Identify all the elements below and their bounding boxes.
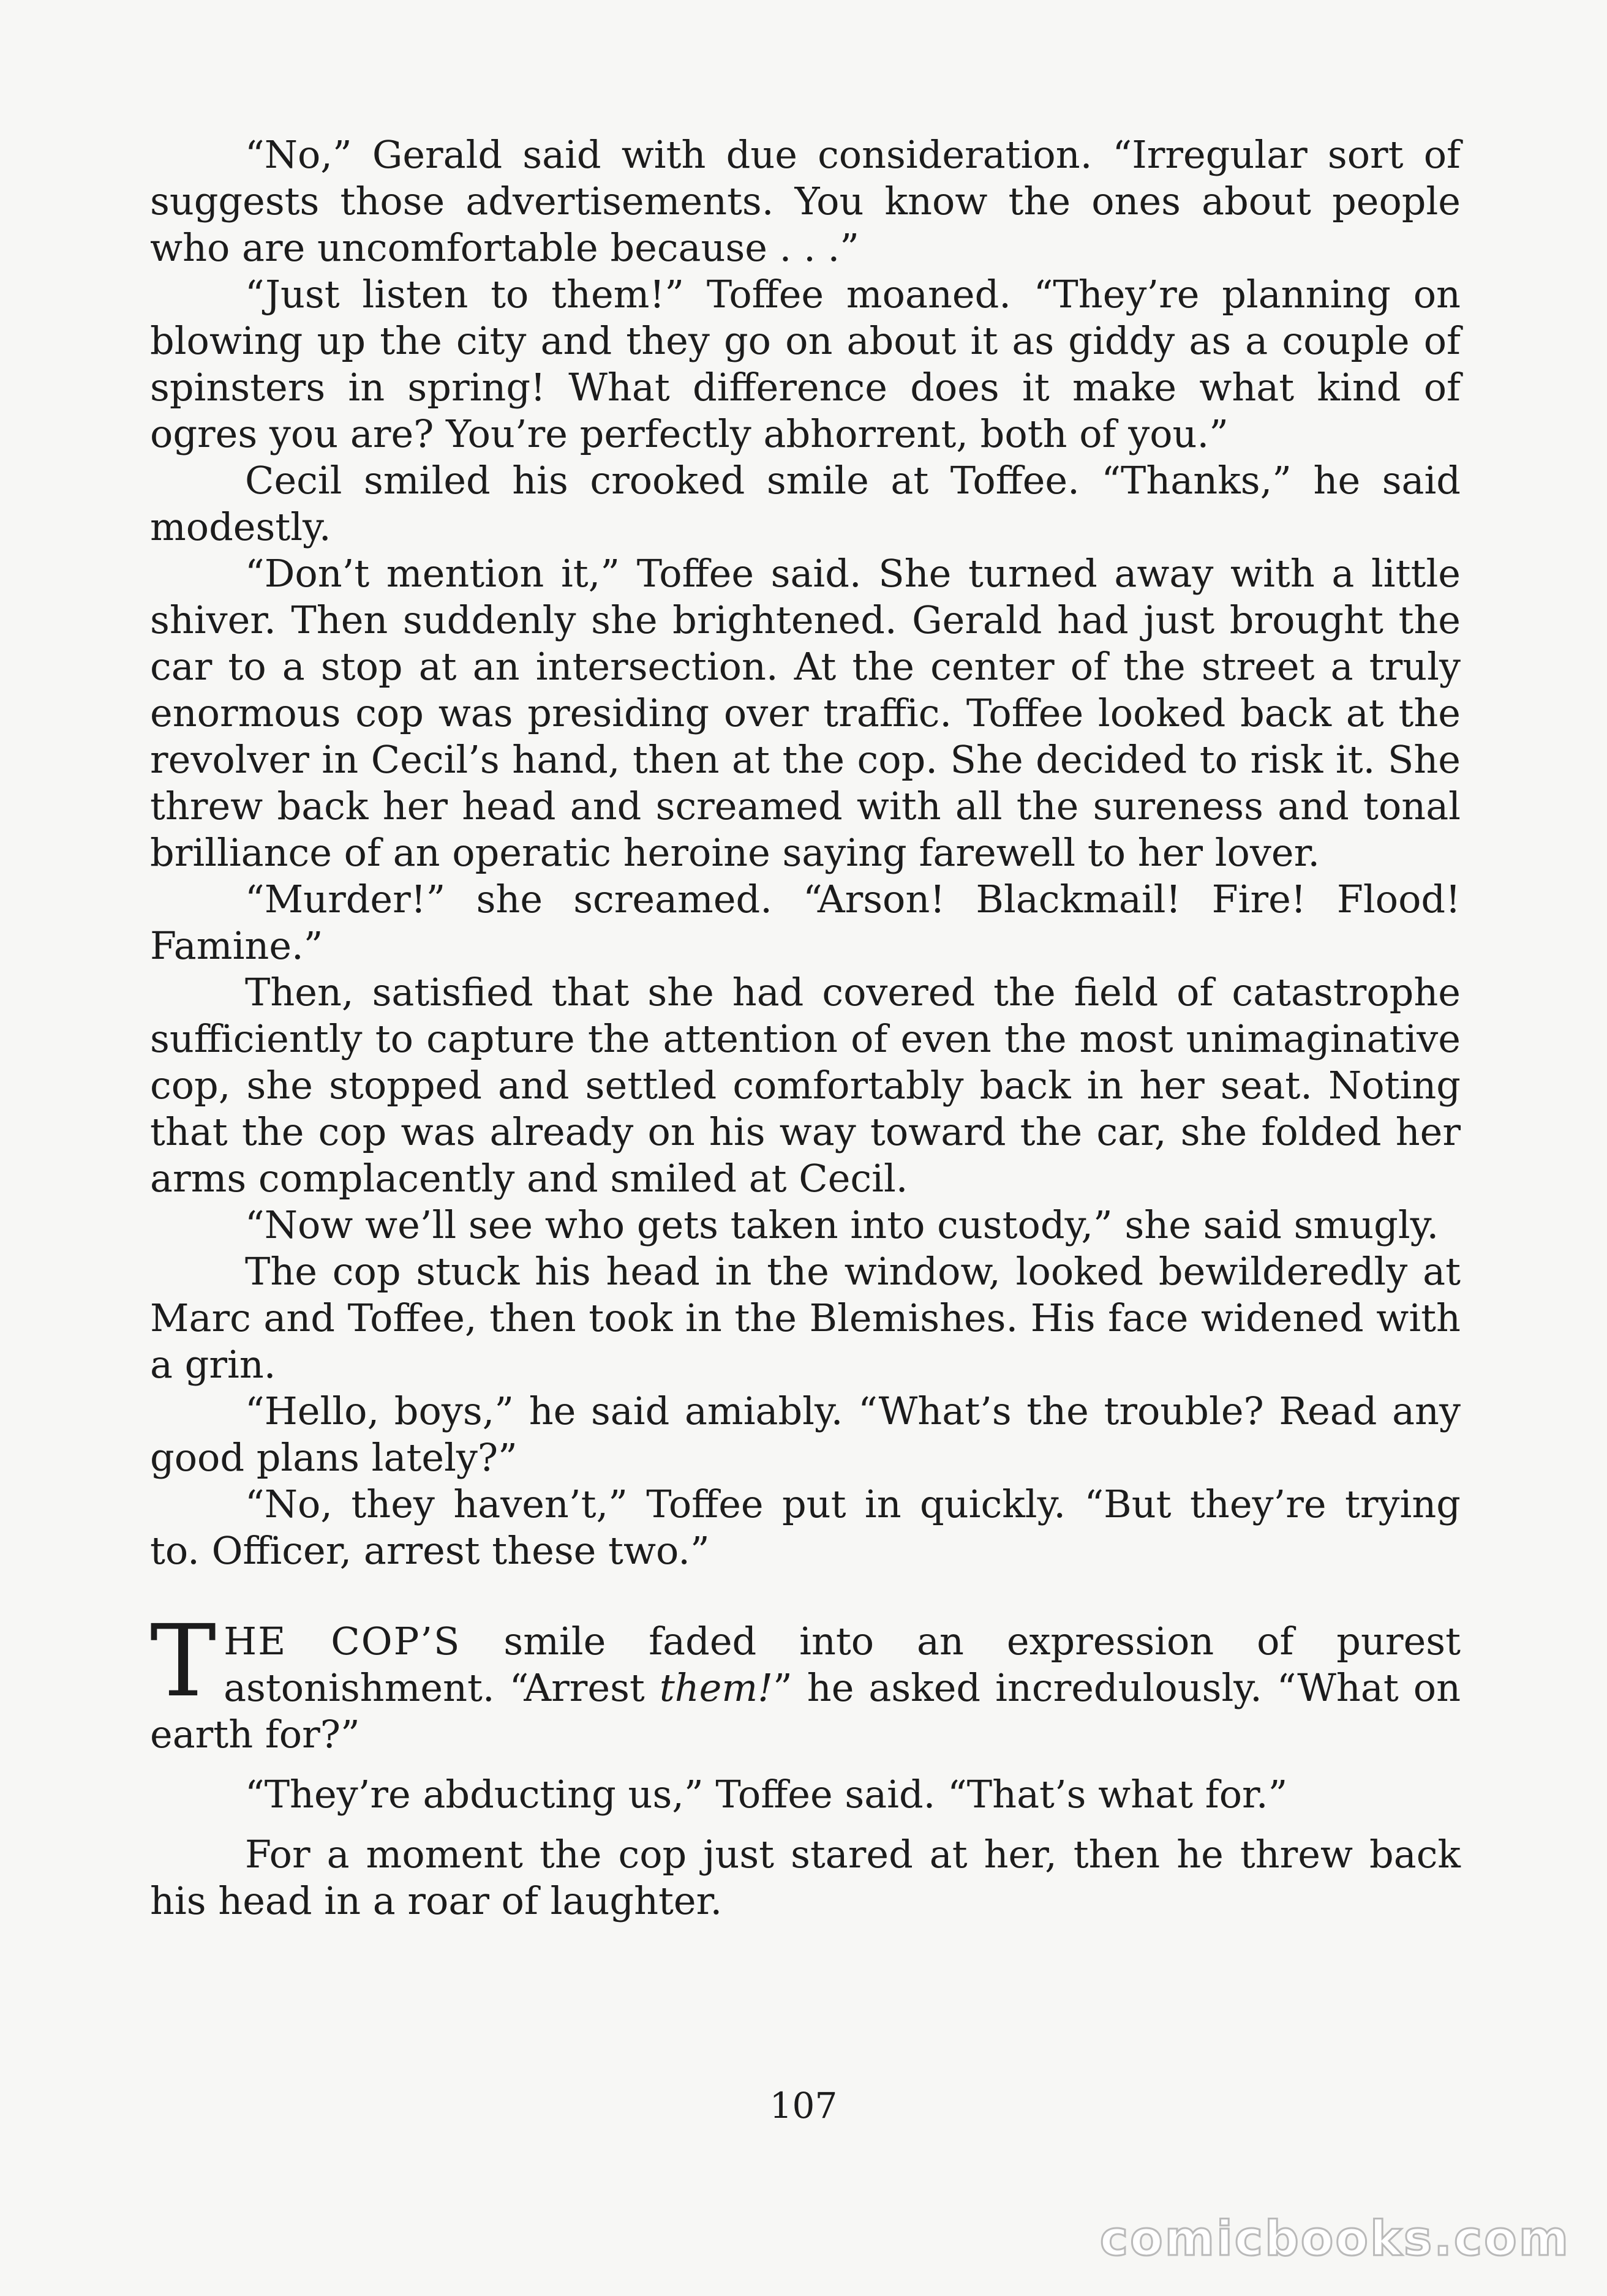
paragraph: “Hello, boys,” he said amiably. “What’s the trouble? Read any good plans lately?”: [150, 1389, 1461, 1480]
section-text: smile faded into an expression of purest astonishment. “Arrest: [224, 1619, 1461, 1710]
section-opening-paragraph: [150, 1604, 1461, 1758]
paragraph: “Don’t mention it,” Toffee said. She turned away with a little shiver. Then suddenly she brightened. Gerald had just brought the car to a stop at an intersection. At the center of the street a truly enormous cop was presiding over traffic. Toffee looked back at the revolver in Cecil’s hand, then at the cop. She decided to risk it. She threw back her head and screamed with all the sureness and tonal brilliance of an operatic heroine saying farewell to her lover.: [150, 551, 1461, 875]
page-number: 107: [769, 2085, 838, 2126]
paragraph: “Now we’ll see who gets taken into custody,” she said smugly.: [245, 1202, 1439, 1247]
paragraph: Cecil smiled his crooked smile at Toffee. “Thanks,” he said modestly.: [150, 458, 1461, 549]
paragraph: “No,” Gerald said with due consideration. “Irregular sort of suggests those advertisements. You know the ones about people who are uncomfortable because . . .”: [150, 132, 1461, 270]
paragraph: The cop stuck his head in the window, looked bewilderedly at Marc and Toffee, then took in the Blemishes. His face widened with a grin.: [150, 1249, 1461, 1387]
paragraph: “They’re abducting us,” Toffee said. “That’s what for.”: [245, 1772, 1288, 1817]
section-text: ” he asked incredulously. “What on earth for?”: [150, 1665, 1461, 1757]
drop-cap: T: [150, 1604, 217, 1719]
paragraph: “No, they haven’t,” Toffee put in quickly. “But they’re trying to. Officer, arrest these two.”: [150, 1482, 1461, 1573]
emphasis: them!: [659, 1665, 773, 1710]
small-caps-lead: HE COP’S: [224, 1619, 461, 1664]
watermark-logo: comicbooks.com: [1099, 2212, 1570, 2267]
paragraph: For a moment the cop just stared at her, then he threw back his head in a roar of laughter.: [150, 1832, 1461, 1923]
paragraph: “Just listen to them!” Toffee moaned. “They’re planning on blowing up the city and they go on about it as giddy as a couple of spinsters in spring! What difference does it make what kind of ogres you are? You’re perfectly abhorrent, both of you.”: [150, 272, 1461, 456]
body-text: [150, 132, 1461, 1924]
paragraph: “Murder!” she screamed. “Arson! Blackmail! Fire! Flood! Famine.”: [150, 877, 1461, 968]
paragraph: Then, satisfied that she had covered the field of catastrophe sufficiently to capture the attention of even the most unimaginative cop, she stopped and settled comfortably back in her seat. Noting that the cop was already on his way toward the car, she folded her arms complacently and smiled at Cecil.: [150, 970, 1461, 1201]
